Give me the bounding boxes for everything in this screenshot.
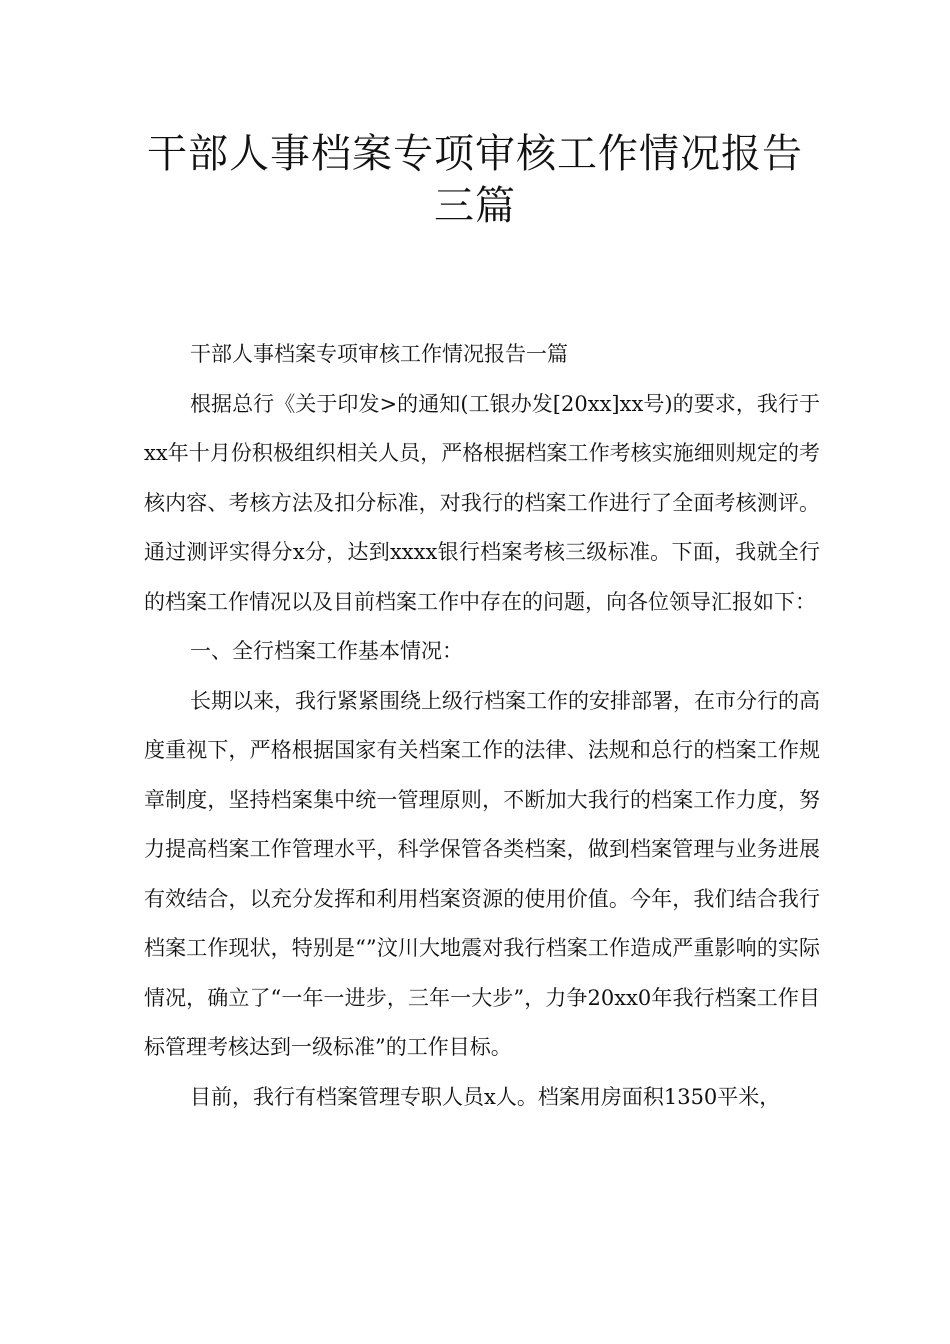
section-heading: 干部人事档案专项审核工作情况报告一篇 [190, 342, 568, 366]
paragraph: 根据总行《关于印发>的通知(工银办发[20xx]xx号)的要求，我行于xx年十月份积极组织相关人员，严格根据档案工作考核实施细则规定的考核内容、考核方法及扣分标准，对我行的档案工作进行了全面考核测评。通过测评实得分x分，达到xxxx银行档案考核三级标准。下面，我就全行的档案工作情况以及目前档案工作中存在的问题，向各位领导汇报如下： [144, 391, 820, 614]
document-body [144, 330, 820, 1122]
paragraph: 目前，我行有档案管理专职人员x人。档案用房面积1350平米， [190, 1084, 781, 1109]
document-title: 干部人事档案专项审核工作情况报告三篇 [147, 131, 803, 229]
paragraph: 长期以来，我行紧紧围绕上级行档案工作的安排部署，在市分行的高度重视下，严格根据国家有关档案工作的法律、法规和总行的档案工作规章制度，坚持档案集中统一管理原则，不断加大我行的档案工作力度，努力提高档案工作管理水平，科学保管各类档案，做到档案管理与业务进展有效结合，以充分发挥和利用档案资源的使用价值。今年，我们结合我行档案工作现状，特别是“”汶川大地震对我行档案工作造成严重影响的实际情况，确立了“一年一进步，三年一大步”，力争20xx0年我行档案工作目标管理考核达到一级标准”的工作目标。 [144, 688, 820, 1059]
section-heading: 一、全行档案工作基本情况： [190, 639, 463, 663]
